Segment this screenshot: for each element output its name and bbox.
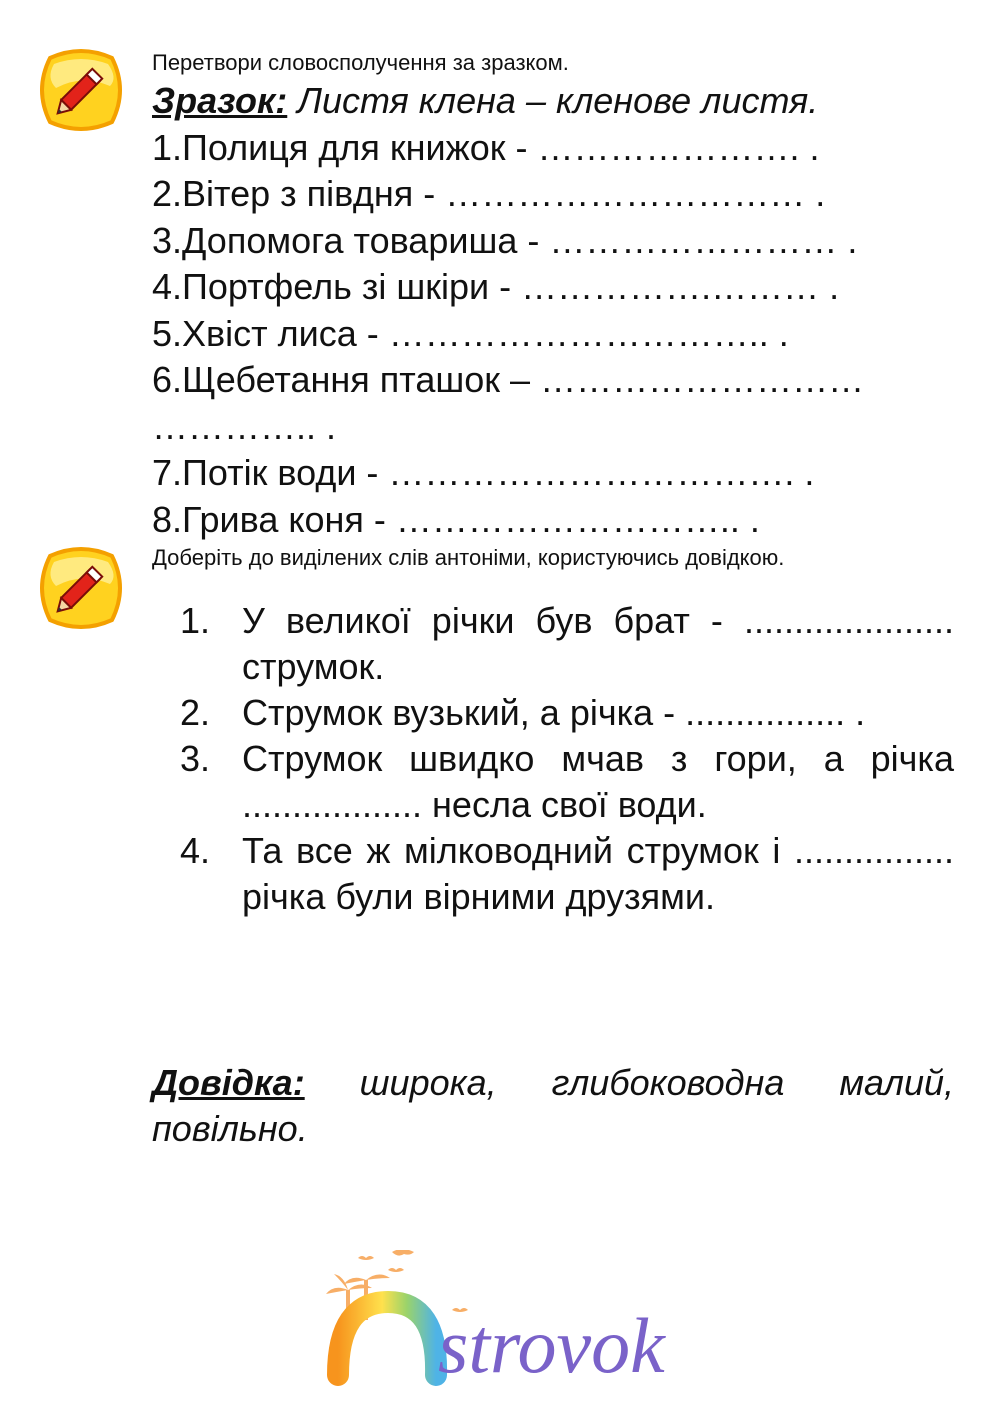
item-number: 1. xyxy=(180,600,211,641)
exercise-1-item-6: 6.Щебетання пташок – ……………………… xyxy=(152,359,865,400)
exercise-2-list xyxy=(180,598,954,920)
exercise-1-item-5: 5.Хвіст лиса - ………………………….. . xyxy=(152,313,789,354)
item-number: 3. xyxy=(180,738,211,779)
exercise-2-item xyxy=(180,690,954,736)
ostrovok-logo xyxy=(318,1250,758,1390)
exercise-1-item-2: 2.Вітер з півдня - ………………………… . xyxy=(152,173,826,214)
exercise-1-item-7: 7.Потік води - ……………………………. . xyxy=(152,452,815,493)
logo-text: strovok xyxy=(438,1302,665,1389)
reference-label: Довідка: xyxy=(152,1062,305,1103)
reference-block xyxy=(152,1060,954,1152)
rainbow-arc-icon xyxy=(338,1302,436,1375)
reference-words: широка, глибоководна малий, повільно. xyxy=(152,1062,954,1149)
item-number: 4. xyxy=(180,830,211,871)
exercise-1-item-6-continued: ………….. . xyxy=(152,406,337,447)
item-text: Та все ж мілководний струмок і ................ річка були вірними друзями. xyxy=(242,830,954,917)
exercise-1-item-4: 4.Портфель зі шкіри - …………….……… . xyxy=(152,266,840,307)
exercise-2-item xyxy=(180,736,954,828)
sample-line xyxy=(152,78,818,124)
pencil-icon xyxy=(38,546,124,630)
sample-label: Зразок: xyxy=(152,80,288,121)
pencil-icon xyxy=(38,48,124,132)
exercise-1-instruction: Перетвори словосполучення за зразком. xyxy=(152,50,569,75)
exercise-2-instruction: Доберіть до виділених слів антоніми, користуючись довідкою. xyxy=(152,545,785,570)
exercise-1-item-3: 3.Допомога товариша - …………………… . xyxy=(152,220,858,261)
item-text: Струмок швидко мчав з гори, а річка .................. несла свої води. xyxy=(242,738,954,825)
exercise-1-item-8: 8.Грива коня - ……………………….. . xyxy=(152,499,760,540)
item-text: У великої річки був брат - ..................... струмок. xyxy=(242,600,954,687)
item-text: Струмок вузький, а річка - ................ . xyxy=(242,692,866,733)
sample-text: Листя клена – кленове листя. xyxy=(287,80,819,121)
exercise-2-item xyxy=(180,598,954,690)
item-number: 2. xyxy=(180,692,211,733)
exercise-2-item xyxy=(180,828,954,920)
exercise-1-item-1: 1.Полиця для книжок - …………………. . xyxy=(152,127,820,168)
